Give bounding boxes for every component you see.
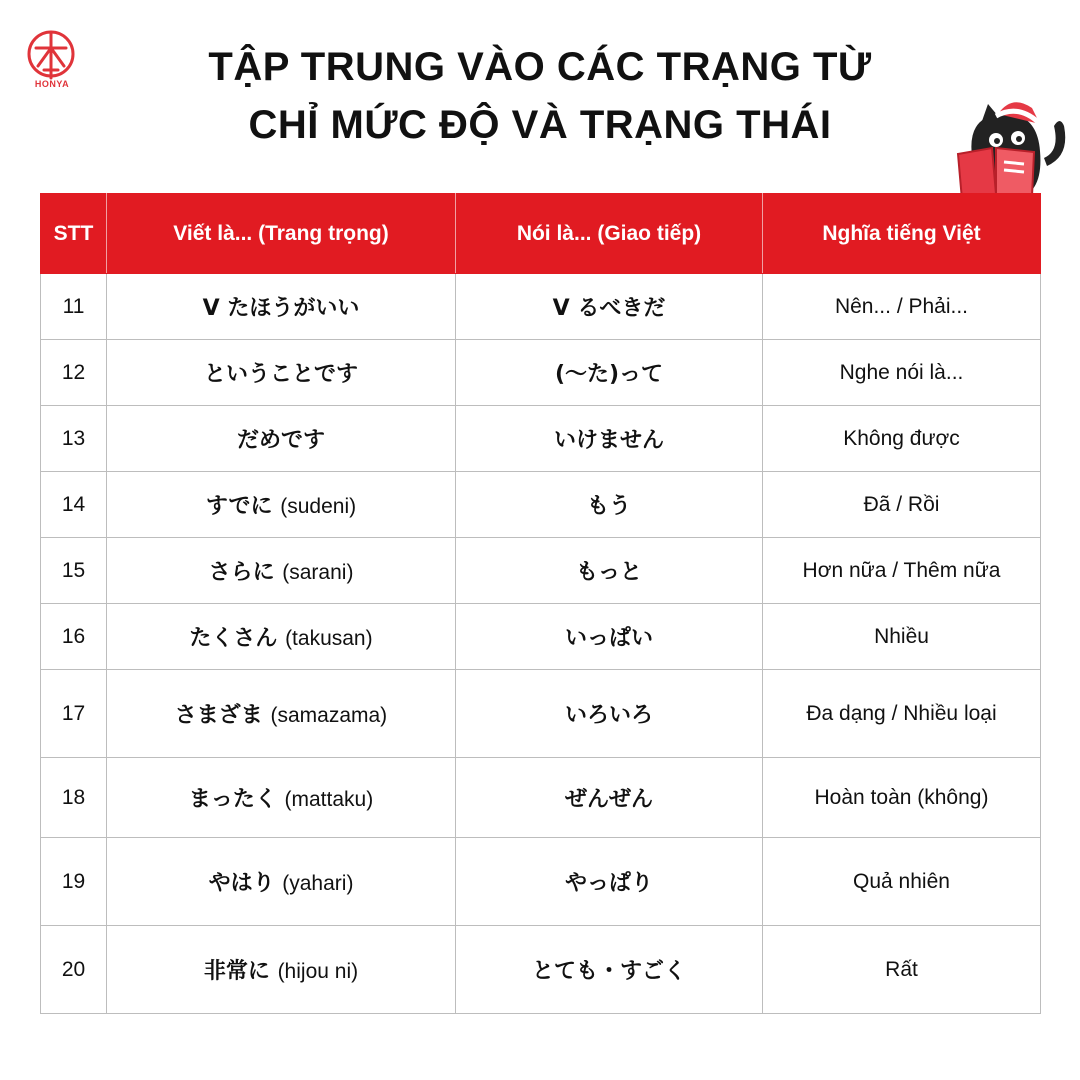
- vietnamese-meaning: Nhiều: [763, 604, 1041, 670]
- formal-text: すでに: [205, 494, 273, 519]
- formal-text: V たほうがいい: [202, 296, 360, 321]
- row-number: 11: [41, 274, 107, 340]
- casual-expression: いっぱい: [456, 604, 763, 670]
- row-number: 13: [41, 406, 107, 472]
- row-number: 14: [41, 472, 107, 538]
- row-number: 19: [41, 838, 107, 926]
- brand-name: HONYA: [34, 79, 70, 89]
- formal-expression: [107, 604, 456, 670]
- vietnamese-meaning: Hơn nữa / Thêm nữa: [763, 538, 1041, 604]
- cat-reading-book-icon: [952, 96, 1072, 206]
- table-row: [41, 604, 1041, 670]
- formal-text: 非常に: [203, 959, 270, 984]
- row-number: 17: [41, 670, 107, 758]
- header-meaning: Nghĩa tiếng Việt: [763, 194, 1041, 274]
- table-row: [41, 274, 1041, 340]
- formal-text: たくさん: [189, 626, 278, 651]
- formal-text: ということです: [203, 362, 358, 387]
- casual-expression: ぜんぜん: [456, 758, 763, 838]
- romaji-text: (takusan): [285, 627, 373, 650]
- table-row: [41, 406, 1041, 472]
- table-header-row: [41, 194, 1041, 274]
- formal-text: まったく: [188, 787, 277, 812]
- casual-expression: もっと: [456, 538, 763, 604]
- casual-expression: (〜た)って: [456, 340, 763, 406]
- table-row: [41, 472, 1041, 538]
- formal-text: やはり: [208, 871, 275, 896]
- formal-expression: [107, 758, 456, 838]
- casual-expression: やっぱり: [456, 838, 763, 926]
- table-row: [41, 838, 1041, 926]
- romaji-text: (yahari): [282, 872, 354, 895]
- adverb-table: [40, 193, 1041, 1014]
- vietnamese-meaning: Không được: [763, 406, 1041, 472]
- formal-expression: [107, 926, 456, 1014]
- header-formal: Viết là... (Trang trọng): [107, 194, 456, 274]
- vietnamese-meaning: Rất: [763, 926, 1041, 1014]
- romaji-text: (samazama): [270, 704, 388, 727]
- vietnamese-meaning: Hoàn toàn (không): [763, 758, 1041, 838]
- formal-expression: [107, 838, 456, 926]
- row-number: 12: [41, 340, 107, 406]
- formal-expression: [107, 472, 456, 538]
- row-number: 15: [41, 538, 107, 604]
- table-row: [41, 758, 1041, 838]
- title-line-1: TẬP TRUNG VÀO CÁC TRẠNG TỪ: [208, 45, 872, 89]
- table-row: [41, 340, 1041, 406]
- formal-text: さらに: [208, 560, 275, 585]
- header-stt: STT: [41, 194, 107, 274]
- romaji-text: (sarani): [282, 561, 354, 584]
- formal-text: さまざま: [174, 703, 263, 728]
- table-row: [41, 538, 1041, 604]
- romaji-text: (hijou ni): [277, 960, 359, 983]
- romaji-text: (sudeni): [280, 495, 357, 518]
- casual-expression: もう: [456, 472, 763, 538]
- formal-expression: [107, 406, 456, 472]
- formal-expression: [107, 538, 456, 604]
- header-casual: Nói là... (Giao tiếp): [456, 194, 763, 274]
- row-number: 16: [41, 604, 107, 670]
- casual-expression: V るべきだ: [456, 274, 763, 340]
- page-title: [140, 38, 940, 154]
- vietnamese-meaning: Nên... / Phải...: [763, 274, 1041, 340]
- casual-expression: いろいろ: [456, 670, 763, 758]
- vietnamese-meaning: Đa dạng / Nhiều loại: [763, 670, 1041, 758]
- row-number: 18: [41, 758, 107, 838]
- table-row: [41, 926, 1041, 1014]
- table-row: [41, 670, 1041, 758]
- vietnamese-meaning: Nghe nói là...: [763, 340, 1041, 406]
- romaji-text: (mattaku): [284, 788, 374, 811]
- casual-expression: いけません: [456, 406, 763, 472]
- vietnamese-meaning: Đã / Rồi: [763, 472, 1041, 538]
- title-line-2: CHỈ MỨC ĐỘ VÀ TRẠNG THÁI: [248, 103, 832, 147]
- formal-expression: [107, 274, 456, 340]
- casual-expression: とても・すごく: [456, 926, 763, 1014]
- formal-expression: [107, 340, 456, 406]
- formal-text: だめです: [236, 428, 325, 453]
- vietnamese-meaning: Quả nhiên: [763, 838, 1041, 926]
- formal-expression: [107, 670, 456, 758]
- row-number: 20: [41, 926, 107, 1014]
